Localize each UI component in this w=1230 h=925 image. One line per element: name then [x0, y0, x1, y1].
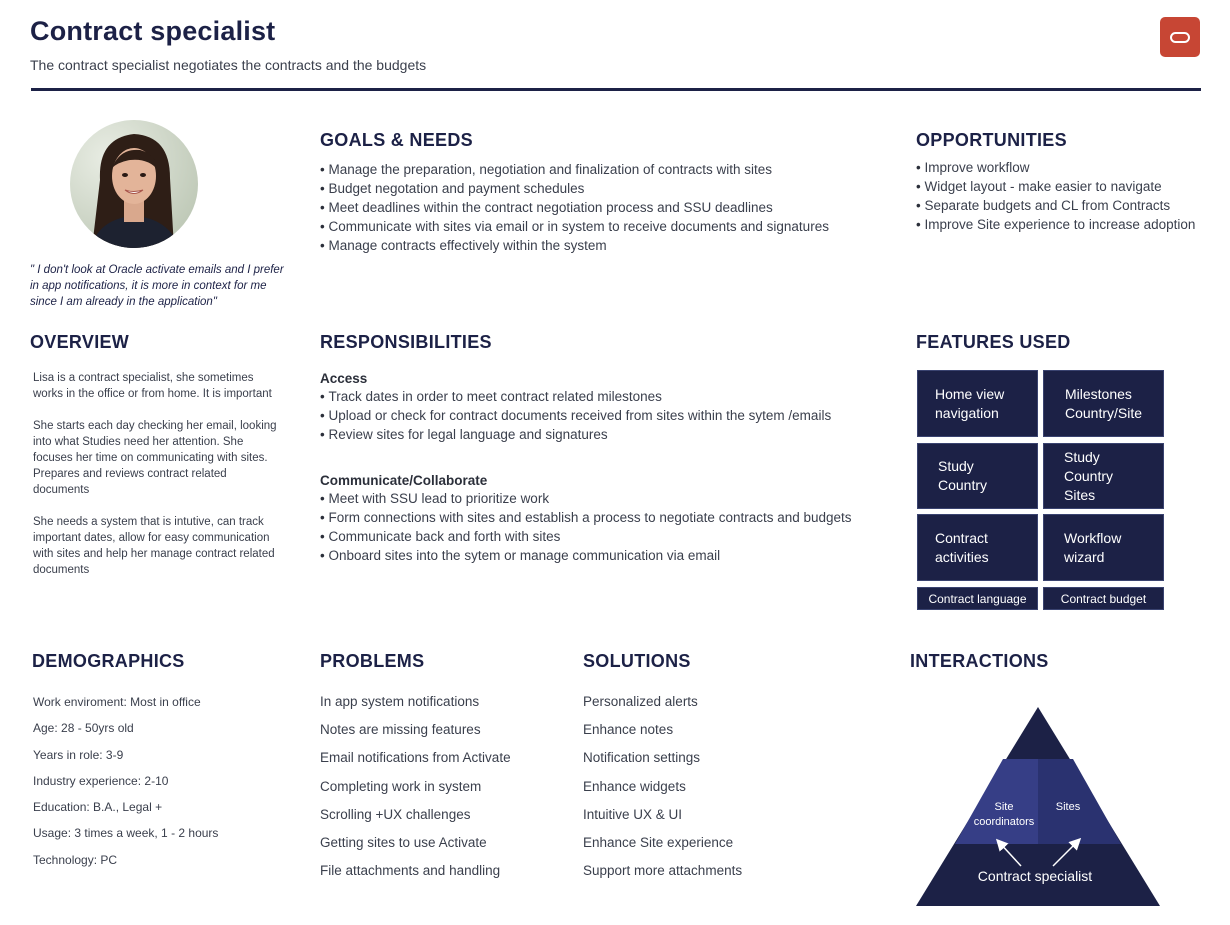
responsibilities-item: • Meet with SSU lead to prioritize work: [320, 489, 900, 508]
solutions-item: Intuitive UX & UI: [583, 806, 683, 822]
demographics-item: Technology: PC: [33, 852, 118, 867]
demographics-heading: DEMOGRAPHICS: [32, 651, 185, 671]
problems-item: Email notifications from Activate: [320, 750, 511, 766]
responsibilities-group-title: Communicate/Collaborate: [320, 473, 488, 488]
problems-item: File attachments and handling: [320, 863, 501, 879]
solutions-item: Enhance Site experience: [583, 835, 734, 851]
solutions-item: Enhance notes: [583, 722, 674, 738]
demographics-item: Usage: 3 times a week, 1 - 2 hours: [33, 826, 219, 841]
persona-avatar: [70, 120, 198, 248]
problems-list: [320, 688, 570, 885]
feature-tile-contract-activities: Contract activities: [917, 514, 1038, 581]
header-divider: [31, 88, 1201, 91]
pyramid-base-label: Contract specialist: [977, 868, 1093, 884]
overview-heading: OVERVIEW: [30, 332, 130, 352]
demographics-item: Industry experience: 2-10: [33, 773, 169, 788]
feature-tile-study-country: Study Country: [917, 443, 1038, 509]
interactions-heading: INTERACTIONS: [910, 651, 1049, 671]
demographics-item: Education: B.A., Legal +: [33, 800, 163, 815]
feature-tile-study-country-sites: Study Country Sites: [1043, 443, 1164, 509]
pyramid-label-site: Site: [994, 801, 1014, 813]
responsibilities-access: [320, 371, 900, 444]
opportunities-item: • Improve workflow: [916, 158, 1228, 177]
opportunities-item: • Improve Site experience to increase adoption: [916, 215, 1228, 234]
overview-paragraph: She needs a system that is intutive, can track important dates, allow for easy communication with sites and help her manage contract related documents: [33, 516, 275, 576]
pyramid-label-coordinators: coordinators: [973, 816, 1035, 828]
responsibilities-group-title: Access: [320, 371, 368, 386]
goals-item: • Communicate with sites via email or in system to receive documents and signatures: [320, 217, 890, 236]
feature-tile-workflow-wizard: Workflow wizard: [1043, 514, 1164, 581]
responsibilities-list: [320, 387, 900, 444]
responsibilities-item: • Onboard sites into the sytem or manage communication via email: [320, 546, 900, 565]
overview-paragraph: Lisa is a contract specialist, she sometimes works in the office or from home. It is important: [33, 372, 272, 400]
problems-item: Getting sites to use Activate: [320, 835, 487, 851]
problems-heading: PROBLEMS: [320, 651, 425, 671]
responsibilities-list: [320, 489, 900, 565]
responsibilities-communicate: [320, 473, 900, 565]
goals-item: • Budget negotation and payment schedules: [320, 179, 890, 198]
feature-tile-milestones: Milestones Country/Site: [1043, 370, 1164, 437]
problems-item: In app system notifications: [320, 694, 480, 709]
demographics-item: Work enviroment: Most in office: [33, 695, 201, 709]
persona-quote: " I don't look at Oracle activate emails and I prefer in app notifications, it is more in context for me since I am already in the application": [30, 264, 284, 308]
responsibilities-item: • Form connections with sites and establish a process to negotiate contracts and budgets: [320, 508, 900, 527]
interactions-pyramid: [910, 700, 1170, 912]
opportunities-item: • Widget layout - make easier to navigate: [916, 177, 1228, 196]
opportunities-item: • Separate budgets and CL from Contracts: [916, 196, 1228, 215]
responsibilities-heading: RESPONSIBILITIES: [320, 332, 492, 352]
problems-item: Completing work in system: [320, 778, 482, 794]
problems-item: Scrolling +UX challenges: [320, 806, 471, 822]
responsibilities-item: • Communicate back and forth with sites: [320, 527, 900, 546]
solutions-list: [583, 688, 833, 885]
solutions-heading: SOLUTIONS: [583, 651, 691, 671]
solutions-item: Personalized alerts: [583, 694, 698, 709]
goals-item: • Manage contracts effectively within the system: [320, 236, 890, 255]
opportunities-heading: OPPORTUNITIES: [916, 130, 1067, 150]
page-subtitle: The contract specialist negotiates the contracts and the budgets: [30, 57, 427, 73]
responsibilities-item: • Track dates in order to meet contract related milestones: [320, 387, 900, 406]
goals-item: • Meet deadlines within the contract negotiation process and SSU deadlines: [320, 198, 890, 217]
overview-paragraph: She starts each day checking her email, looking into what Studies need her attention. She focuses her time on communicating with sites. Prepares and reviews contract related documents: [33, 420, 277, 496]
solutions-item: Support more attachments: [583, 863, 743, 879]
oracle-logo-icon: [1160, 17, 1200, 57]
goals-heading: GOALS & NEEDS: [320, 130, 473, 150]
page-title: Contract specialist: [30, 16, 276, 46]
demographics-list: [33, 689, 293, 873]
goals-list: [320, 160, 890, 255]
solutions-item: Enhance widgets: [583, 778, 686, 794]
feature-tile-contract-language: Contract language: [917, 587, 1038, 610]
responsibilities-item: • Upload or check for contract documents received from sites within the sytem /emails: [320, 406, 900, 425]
feature-tile-home-view: Home view navigation: [917, 370, 1038, 437]
demographics-item: Age: 28 - 50yrs old: [33, 721, 134, 736]
solutions-item: Notification settings: [583, 750, 701, 766]
demographics-item: Years in role: 3-9: [33, 747, 124, 762]
feature-tile-contract-budget: Contract budget: [1043, 587, 1164, 610]
features-heading: FEATURES USED: [916, 332, 1071, 352]
opportunities-list: [916, 158, 1228, 234]
responsibilities-item: • Review sites for legal language and signatures: [320, 425, 900, 444]
overview-body: [33, 370, 285, 594]
pyramid-label-sites: Sites: [1055, 801, 1081, 813]
problems-item: Notes are missing features: [320, 722, 481, 738]
goals-item: • Manage the preparation, negotiation and finalization of contracts with sites: [320, 160, 890, 179]
